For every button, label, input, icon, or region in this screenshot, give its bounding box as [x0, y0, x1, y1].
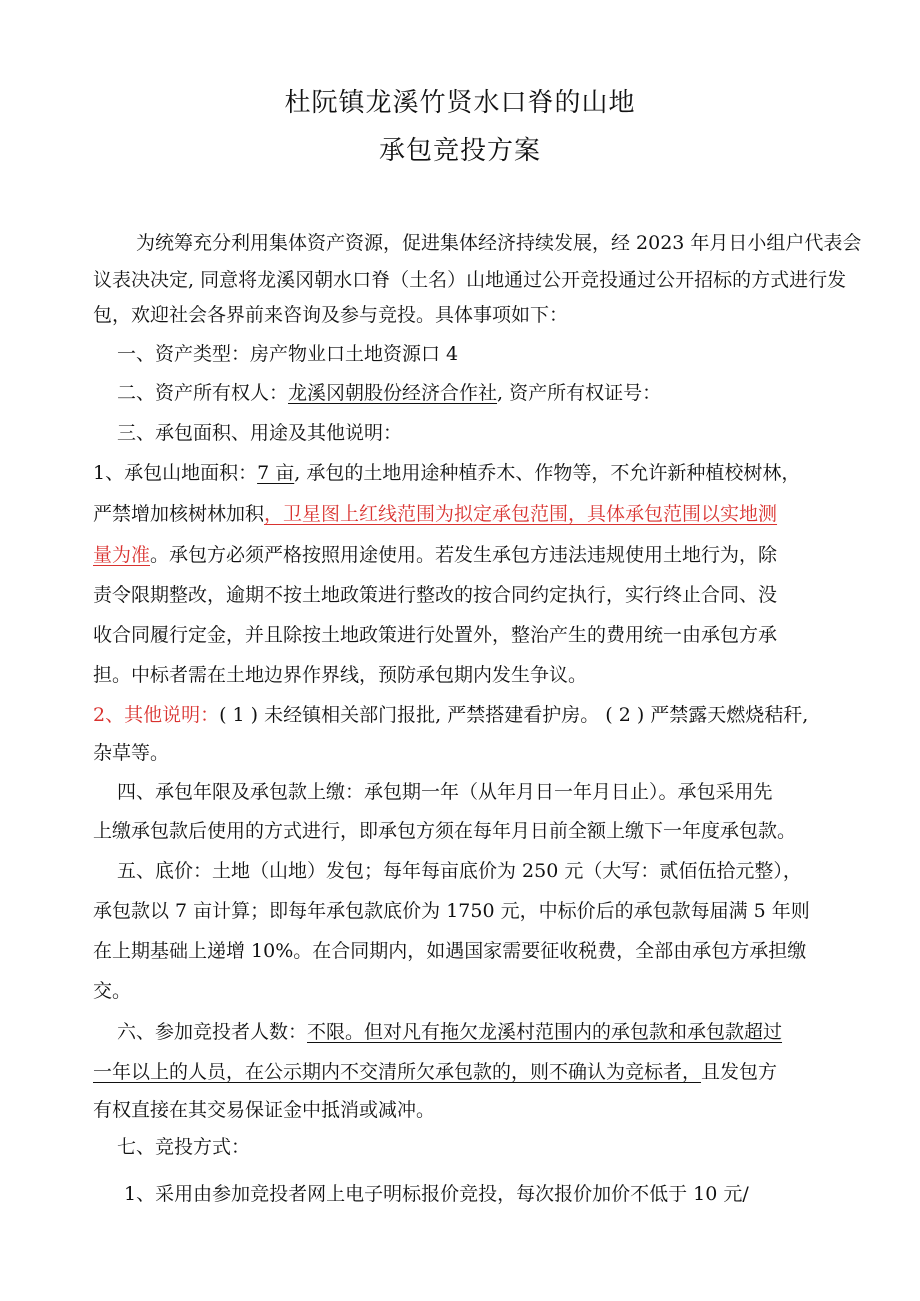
bidder-restriction: 不限。但对凡有拖欠龙溪村范围内的承包款和承包款超过: [307, 1021, 783, 1043]
intro-line-2: 议表决决定, 同意将龙溪冈朝水口脊（土名）山地通过公开竞投通过公开招标的方式进行发: [93, 269, 847, 291]
document-title-line2: 承包竞投方案: [378, 136, 541, 166]
item-1-line-4: 责令限期整改，逾期不按土地政策进行整改的按合同约定执行，实行终止合同、没: [93, 584, 778, 606]
section-6-line-1: 六、参加竞投者人数：不限。但对凡有拖欠龙溪村范围内的承包款和承包款超过: [117, 1021, 783, 1043]
red-boundary-note: ，卫星图上红线范围为拟定承包范围，具体承包范围以实地测: [264, 503, 778, 525]
bidder-restriction-cont: 一年以上的人员，在公示期内不交清所欠承包款的，则不确认为竞标者，: [93, 1061, 702, 1083]
section-6-line-3: 有权直接在其交易保证金中抵消或减冲。: [93, 1099, 436, 1121]
section-5-line-3: 在上期基础上递增 10%。在合同期内，如遇国家需要征收税费，全部由承包方承担缴: [93, 940, 807, 962]
other-notes-label: 2、其他说明：: [93, 704, 220, 726]
item-1-line-3: 量为准。承包方必须严格按照用途使用。若发生承包方违法违规使用土地行为，除: [93, 544, 778, 566]
item-2-line-2: 杂草等。: [93, 742, 170, 764]
intro-line-1: 为统筹充分利用集体资产资源，促进集体经济持续发展，经 2023 年月日小组户代表会: [136, 232, 862, 254]
section-6-line-2: 一年以上的人员，在公示期内不交清所欠承包款的，则不确认为竞标者，且发包方: [93, 1061, 778, 1083]
section-5-line-1: 五、底价：土地（山地）发包；每年每亩底价为 250 元（大写：贰佰伍拾元整），: [117, 860, 802, 882]
section-7-heading: 七、竞投方式：: [117, 1136, 251, 1158]
section-3-heading: 三、承包面积、用途及其他说明：: [117, 422, 403, 444]
section-7-item-1: 1、采用由参加竞投者网上电子明标报价竞投，每次报价加价不低于 10 元/: [124, 1183, 749, 1205]
section-4-line-2: 上缴承包款后使用的方式进行，即承包方须在每年月日前全额上缴下一年度承包款。: [93, 820, 797, 842]
section-1-asset-type: 一、资产类型：房产物业口土地资源口 4: [117, 343, 459, 365]
intro-line-3: 包，欢迎社会各界前来咨询及参与竞投。具体事项如下：: [93, 304, 569, 326]
section-2-owner: [117, 379, 661, 407]
document-title-line1: 杜阮镇龙溪竹贤水口脊的山地: [284, 88, 636, 118]
owner-label: 二、资产所有权人：: [117, 382, 289, 404]
item-1-line-1: 1、承包山地面积：7 亩, 承包的土地用途种植乔木、作物等，不允许新种植校树林，: [93, 462, 801, 484]
area-value: 7 亩: [257, 462, 295, 484]
item-1-line-6: 担。中标者需在土地边界作界线，预防承包期内发生争议。: [93, 664, 588, 686]
red-boundary-note-end: 量为准: [93, 544, 151, 566]
owner-name: 龙溪冈朝股份经济合作社: [288, 382, 498, 404]
item-1-line-2: 严禁增加核树林加积，卫星图上红线范围为拟定承包范围，具体承包范围以实地测: [93, 503, 778, 525]
section-5-line-4: 交。: [93, 980, 132, 1002]
section-5-line-2: 承包款以 7 亩计算；即每年承包款底价为 1750 元，中标价后的承包款每届满 5 年则: [93, 900, 810, 922]
section-4-line-1: 四、承包年限及承包款上缴：承包期一年（从年月日一年月日止）。承包采用先: [117, 781, 773, 803]
owner-cert-label: , 资产所有权证号：: [497, 382, 662, 404]
item-1-line-5: 收合同履行定金，并且除按土地政策进行处置外，整治产生的费用统一由承包方承: [93, 624, 778, 646]
item-2-line-1: 2、其他说明：( 1 ) 未经镇相关部门报批, 严禁搭建看护房。 ( 2 ) 严禁露天燃烧秸秆,: [93, 704, 809, 726]
